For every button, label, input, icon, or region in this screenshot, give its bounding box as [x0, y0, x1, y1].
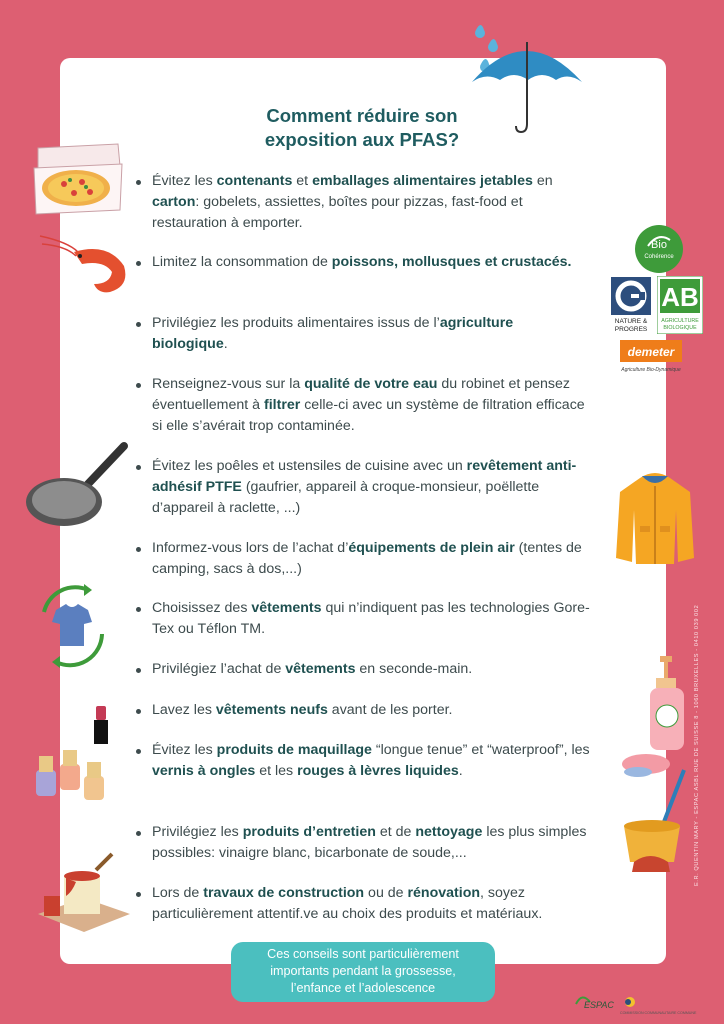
tip-emphasis: rénovation [407, 885, 481, 901]
tip-emphasis: produits d’entretien [242, 824, 376, 840]
tip-text: . [223, 336, 228, 352]
nature-progres-logo [610, 276, 652, 334]
ab-label-logo [657, 276, 703, 334]
nature-progres-text-1: NATURE & [614, 318, 648, 325]
footer-ccc-text: COMMISSION COMMUNAUTAIRE COMMUNE [620, 1011, 697, 1015]
tip-emphasis: qualité de votre eau [304, 376, 438, 392]
tip-bullet [136, 892, 141, 897]
tip-bullet [136, 749, 141, 754]
advice-note [231, 942, 495, 1002]
tip-bullet [136, 180, 141, 185]
ab-mark: AB [661, 282, 699, 312]
demeter-mark: demeter [627, 345, 675, 359]
footer-espac-text: ESPAC [584, 1000, 614, 1010]
tip-text: Privilégiez les [152, 824, 243, 840]
tip-bullet [136, 831, 141, 836]
tip-bullet [136, 607, 141, 612]
tip-text: Lors de [152, 885, 204, 901]
tip-emphasis: poissons, mollusques et crustacés. [331, 254, 572, 270]
tip-item [152, 456, 590, 519]
tip-text: : gobelets, assiettes, boîtes pour pizzas, fast-food et restauration à emporter. [152, 194, 523, 231]
tip-text: (gaufrier, appareil à croque-monsieur, poëllette d’appareil à raclette, ...) [152, 479, 540, 516]
tip-bullet [136, 261, 141, 266]
note-line-1: Ces conseils sont particulièrement [267, 947, 459, 961]
tip-text: et les [255, 763, 298, 779]
tip-text: Limitez la consommation de [152, 254, 332, 270]
tip-emphasis: équipements de plein air [348, 540, 515, 556]
tip-emphasis: agriculture biologique [152, 315, 514, 352]
tip-text: et [292, 173, 313, 189]
tip-text: celle-ci avec un système de filtration efficace si elle s’avérait trop contaminée. [152, 397, 585, 434]
note-line-3: l’enfance et l’adolescence [290, 981, 436, 995]
rain-jacket-icon [614, 470, 696, 570]
tip-bullet [136, 709, 141, 714]
tip-text: Choisissez des [152, 600, 252, 616]
tip-text: Renseignez-vous sur la [152, 376, 305, 392]
tip-emphasis: vêtements [251, 600, 322, 616]
tip-text: en [532, 173, 553, 189]
tip-text: Lavez les [152, 702, 216, 718]
tip-item [152, 374, 590, 437]
tip-text: Évitez les [152, 742, 217, 758]
publisher-credit: E.R. QUENTIN MARY - ESPAC ASBL RUE DE SUISSE 8 - 1060 BRUXELLES - 0410 039 002 [694, 604, 700, 886]
tip-item [152, 538, 590, 580]
tip-text: qui n’indiquent pas les technologies Gore-Tex ou Téflon TM. [152, 600, 590, 637]
demeter-tagline: Agriculture Bio-Dynamique [621, 367, 681, 373]
tip-text: du robinet et pensez éventuellement à [152, 376, 570, 413]
tip-emphasis: produits de maquillage [216, 742, 372, 758]
tip-item [152, 822, 590, 864]
tip-emphasis: vêtements neufs [215, 702, 328, 718]
tip-bullet [136, 547, 141, 552]
tip-emphasis: travaux de construction [203, 885, 365, 901]
tip-text: et de [375, 824, 416, 840]
tip-emphasis: revêtement anti-adhésif PTFE [152, 458, 577, 495]
bucket-mop-icon [620, 766, 690, 878]
ab-text-2: BIOLOGIQUE [663, 325, 697, 331]
recycle-tshirt-icon [30, 582, 114, 670]
title-line-2: exposition aux PFAS? [264, 129, 460, 150]
tip-text: Évitez les poêles et ustensiles de cuisine avec un [152, 458, 467, 474]
pizza-box-icon [30, 140, 125, 220]
tip-emphasis: emballages alimentaires jetables [312, 173, 533, 189]
paint-bucket-icon [36, 852, 132, 942]
tip-emphasis: vernis à ongles [152, 763, 256, 779]
tip-emphasis: rouges à lèvres liquides [297, 763, 459, 779]
ab-text-1: AGRICULTURE [661, 318, 699, 324]
tip-emphasis: carton [152, 194, 196, 210]
tip-emphasis: vêtements [285, 661, 356, 677]
nature-progres-text-2: PROGRES [614, 326, 648, 333]
tip-item [152, 252, 590, 273]
bio-coherence-logo [634, 224, 684, 274]
footer-logos [572, 990, 718, 1016]
tip-item [152, 598, 590, 640]
demeter-logo [620, 338, 682, 374]
tip-text: Privilégiez les produits alimentaires issus de l’ [152, 315, 440, 331]
bio-coherence-text-2: Cohérence [644, 254, 674, 260]
tip-bullet [136, 383, 141, 388]
tip-text: “longue tenue” et “waterproof”, les [371, 742, 590, 758]
tip-text: les plus simples possibles: vinaigre blanc, bicarbonate de soude,... [152, 824, 587, 861]
tip-emphasis: filtrer [264, 397, 301, 413]
note-line-2: importants pendant la grossesse, [270, 964, 456, 978]
tip-text: Privilégiez l’achat de [152, 661, 286, 677]
tip-text: (tentes de camping, sacs à dos,...) [152, 540, 582, 577]
bio-coherence-text-1: Bio [651, 239, 667, 251]
cosmetics-icon [34, 702, 118, 802]
shrimp-icon [38, 232, 130, 298]
tip-text: avant de les porter. [327, 702, 453, 718]
tip-bullet [136, 668, 141, 673]
tip-item [152, 883, 590, 925]
tip-item [152, 659, 590, 680]
tip-bullet [136, 322, 141, 327]
tip-text: Évitez les [152, 173, 217, 189]
tip-text: Informez-vous lors de l’achat d’ [152, 540, 349, 556]
tip-item [152, 700, 590, 721]
tip-item [152, 313, 590, 355]
tip-text: ou de [364, 885, 408, 901]
umbrella-icon [466, 16, 588, 138]
tip-text: . [458, 763, 463, 779]
tip-emphasis: nettoyage [415, 824, 483, 840]
tip-bullet [136, 465, 141, 470]
tip-text: en seconde-main. [355, 661, 473, 677]
tip-item [152, 171, 590, 234]
frying-pan-icon [24, 438, 130, 530]
tip-item [152, 740, 590, 782]
tip-text: , soyez particulièrement attentif.ve au choix des produits et matériaux. [152, 885, 543, 922]
tip-emphasis: contenants [216, 173, 293, 189]
shampoo-soap-icon [616, 654, 696, 782]
title-line-1: Comment réduire son [266, 105, 458, 126]
